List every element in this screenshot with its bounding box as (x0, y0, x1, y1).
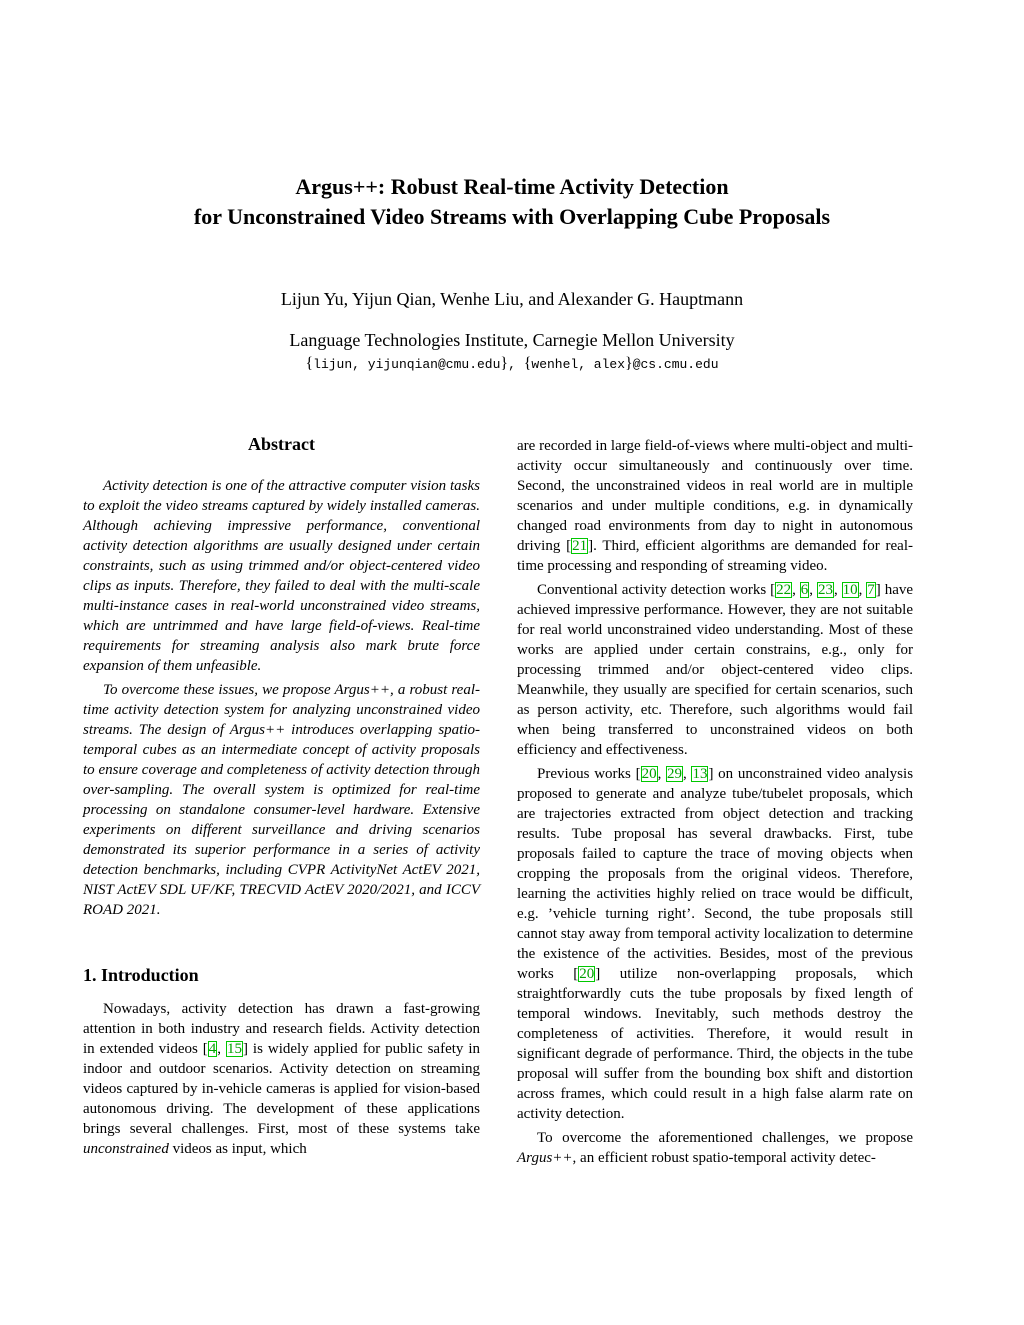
emphasis-argus: Argus++ (517, 1150, 573, 1166)
citation-link[interactable]: 22 (776, 582, 792, 598)
abstract-heading: Abstract (248, 434, 315, 454)
abstract-section (83, 432, 480, 920)
abstract-paragraph-2: To overcome these issues, we propose Argus++, a robust real-time activity detection system for analyzing unconstrained video streams. The design of Argus++ introduces overlapping spatio-temporal cubes as an intermediate concept of activity proposals to ensure coverage and completeness of activity detection through over-sampling. The overall system is optimized for real-time processing on standalone consumer-level hardware. Extensive experiments on different surveillance and driving scenarios demonstrated its superior performance in a series of activity detection benchmarks, including CVPR ActivityNet ActEV 2021, NIST ActEV SDL UF/KF, TRECVID ActEV 2020/2021, and ICCV ROAD 2021. (83, 682, 480, 918)
citation-link[interactable]: 4 (208, 1041, 217, 1057)
citation-link[interactable]: 15 (226, 1041, 242, 1057)
right-paragraph-3: Previous works [20, 29, 13] on unconstrained video analysis proposed to generate and analyze tube/tubelet proposals, which are trajectories extracted from object detection and tracking results. Tube proposal has several drawbacks. First, tube proposals failed to capture the trace of moving objects when cropping the proposals from the original videos. Therefore, learning the activities highly relied on trace would be difficult, e.g. ’vehicle turning right’. Second, the tube proposals still cannot stay away from temporal activity localization to determine the existence of the activities. Besides, most of the previous works [20] utilize non-overlapping proposals, which straightforwardly cuts the tube proposals by fixed length of temporal windows. Inevitably, such methods destroy the completeness of activities. Therefore, it would result in significant degrade of performance. Third, the objects in the tube proposal will suffer from the bounding box shift and distortion across frames, which could result in a high false alarm rate on activity detection. (517, 766, 914, 1122)
introduction-section (83, 963, 480, 1159)
citation-link[interactable]: 23 (817, 582, 833, 598)
email-2-users: wenhel, alex (531, 357, 626, 372)
citation-link[interactable]: 29 (667, 766, 683, 782)
paper-title (0, 172, 1024, 232)
email-1-domain: @cmu.edu (437, 357, 501, 372)
email-line: {lijun, yijunqian@cmu.edu}, {wenhel, alex}@cs.cmu.edu (305, 355, 719, 372)
right-column (517, 436, 913, 1168)
emphasis-unconstrained: unconstrained (83, 1141, 169, 1157)
title-line-2: for Unconstrained Video Streams with Overlapping Cube Proposals (193, 204, 831, 229)
email-1-users: lijun, yijunqian (313, 357, 438, 372)
abstract-paragraph-1: Activity detection is one of the attractive computer vision tasks to exploit the video streams captured by widely installed cameras. Although achieving impressive performance, conventional activity detection algorithms are usually designed under certain constraints, such as using trimmed and/or object-centered video clips as inputs. Therefore, they failed to deal with the multi-scale multi-instance cases in real-world unconstrained video streams, which are untrimmed and have large field-of-views. Real-time requirements for streaming analysis also mark brute force expansion of them unfeasible. (83, 478, 480, 674)
citation-link[interactable]: 20 (641, 766, 657, 782)
introduction-heading: 1. Introduction (83, 965, 199, 985)
affiliation: Language Technologies Institute, Carnegie Mellon University (289, 330, 735, 350)
left-column (83, 432, 480, 1159)
citation-link[interactable]: 7 (867, 582, 875, 598)
citation-link[interactable]: 21 (572, 538, 588, 554)
citation-link[interactable]: 10 (842, 582, 858, 598)
author-list: Lijun Yu, Yijun Qian, Wenhe Liu, and Alexander G. Hauptmann (280, 289, 744, 309)
email-2-domain: @cs.cmu.edu (632, 357, 719, 372)
right-paragraph-4: To overcome the aforementioned challenges, we propose Argus++, an efficient robust spatio-temporal activity detec- (517, 1130, 913, 1166)
citation-link[interactable]: 6 (800, 582, 809, 598)
citation-link[interactable]: 20 (579, 966, 595, 982)
right-paragraph-2: Conventional activity detection works [22, 6, 23, 10, 7] have achieved impressive performance. However, they are not suitable for real world unconstrained video understanding. Most of these works are applied under certain constrains, e.g., only for processing trimmed and/or object-centered video clips. Meanwhile, they usually are specified for certain scenarios, such as person activity, etc. Therefore, such algorithms would fail when being transferred to unconstrained videos on both efficiency and effectiveness. (517, 582, 914, 758)
right-paragraph-1: are recorded in large field-of-views where multi-object and multi-activity occur simultaneously and continuously over time. Second, the unconstrained videos in real world are in multiple scenarios and under multiple conditions, e.g. in dynamically changed road environments from day to night in autonomous driving [21]. Third, efficient algorithms are demanded for real-time processing and responding of streaming video. (517, 438, 913, 574)
title-line-1: Argus++: Robust Real-time Activity Detection (295, 174, 729, 199)
citation-link[interactable]: 13 (692, 766, 708, 782)
intro-paragraph-1: Nowadays, activity detection has drawn a fast-growing attention in both industry and research fields. Activity detection in extended videos [4, 15] is widely applied for public safety in indoor and outdoor scenarios. Activity detection on streaming videos captured by in-vehicle cameras is applied for vision-based autonomous driving. The development of these applications brings several challenges. First, most of these systems take unconstrained videos as input, which (83, 1001, 480, 1157)
